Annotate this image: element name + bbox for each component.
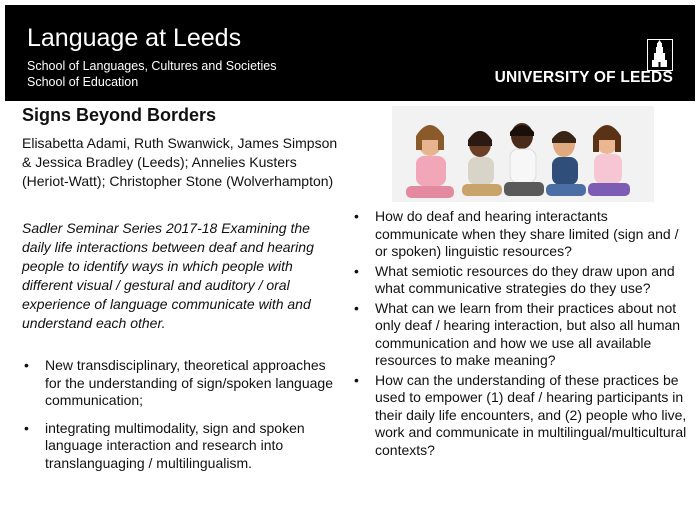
school-name-1: School of Languages, Cultures and Societies [27, 59, 277, 73]
seminar-summary: Sadler Seminar Series 2017-18 Examining the daily life interactions between deaf and hearing people to identify ways in which people with different visual / gestural and auditory / oral experience of language communicate with and understand each other. [22, 220, 314, 331]
list-item: • integrating multimodality, sign and spoken language interaction and research into translanguaging / multilingualism. [22, 420, 342, 473]
children-illustration [392, 106, 654, 202]
list-item: • How do deaf and hearing interactants communicate when they share limited (sign and / or spoken) linguistic resources? [352, 208, 692, 261]
school-name-2: School of Education [27, 75, 139, 89]
left-bullet-list [22, 357, 342, 482]
authors-text: Elisabetta Adami, Ruth Swanwick, James Simpson & Jessica Bradley (Leeds); Annelies Kusters (Heriot-Watt); Christopher Stone (Wolverhampton) [22, 135, 338, 189]
list-item: • How can the understanding of these practices be used to empower (1) deaf / hearing participants in their daily life encounters, and (2) people who live, work and communicate in multilingual/multicultural contexts? [352, 372, 692, 460]
list-item: • New transdisciplinary, theoretical approaches for the understanding of sign/spoken language communication; [22, 357, 342, 410]
header-banner [5, 5, 695, 101]
page-title: Signs Beyond Borders [22, 105, 217, 125]
list-item: • What semiotic resources do they draw upon and what communicative strategies do they use? [352, 263, 692, 298]
department-title: Language at Leeds [27, 24, 242, 52]
tower-crest-icon [647, 39, 673, 71]
university-logo [493, 39, 673, 89]
right-bullet-list [352, 208, 692, 461]
university-name: UNIVERSITY OF LEEDS [494, 69, 673, 86]
list-item: • What can we learn from their practices about not only deaf / hearing interaction, but also all human communication and how we use all available resources to make meaning? [352, 300, 692, 370]
children-photo [392, 106, 654, 202]
